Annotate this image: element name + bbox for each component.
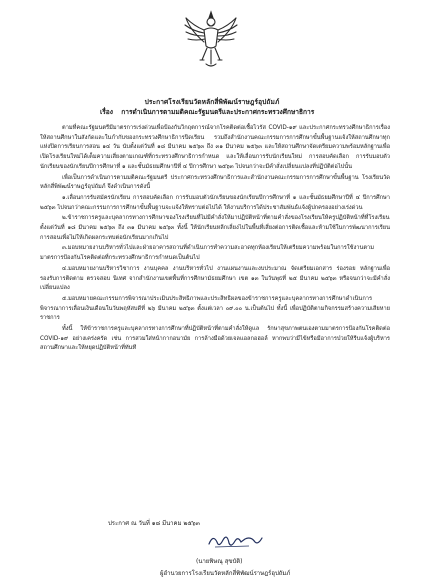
signature-image bbox=[205, 530, 265, 552]
signer-position: ผู้อำนวยการโรงเรียนวัดหลักสี่พิพัฒน์ราษฎร์อุปถัมภ์ bbox=[160, 570, 291, 577]
paragraph-item-2: ๒.ข้าราชการครูและบุคลากรทางการศึกษาของโรงเรียนที่ไม่มีคำสั่งให้มาปฏิบัติหน้าที่ตามคำสั่งของโรงเรียนให้ครูปฏิบัติหน้าที่ที่โรงเรียนตั้งแต่วันที่ ๑๘ มีนาคม ๒๕๖๓ ถึง ๓๑ มีนาคม ๒๕๖๓ ทั้งนี้ ให้นักเรียนหลีกเลี่ยงไปในพื้นที่เสี่ยงต่อการติดเชื้อและห้ามใช้ในการพัฒนาการเรียนการสอนเพื่อไม่ให้เกิดผลกระทบต่อนักเรียนมากเกินไป bbox=[40, 215, 390, 241]
subject-text: การดำเนินการตามมติคณะรัฐมนตรีและประกาศกระทรวงศึกษาธิการ bbox=[121, 108, 315, 116]
paragraph-item-1: ๑.เลื่อนการรับสมัครนักเรียน การสอบคัดเลือก การรับมอบตัวนักเรียนของนักเรียนปีการศึกษาที่ ๑ และชั้นมัธยมศึกษาปีที่ ๔ ปีการศึกษา ๒๕๖๓ ไปจนกว่าคณะกรรมการการศึกษาขั้นพื้นฐานจะแจ้งให้ทราบต่อไปได้ ให้งานบริการได้ประชาสัมพันธ์แจ้งผู้ปกครองอย่างเร่งด่วน bbox=[40, 194, 390, 211]
announcement-date: ประกาศ ณ วันที่ ๑๘ มีนาคม ๒๕๖๓ bbox=[108, 520, 200, 527]
paragraph-purpose: เพื่อเป็นการดำเนินการตามมติคณะรัฐมนตรี ประกาศกระทรวงศึกษาธิการและสำนักงานคณะกรรมการการศึกษาขั้นพื้นฐาน โรงเรียนวัดหลักสี่พิพัฒน์ราษฎร์อุปถัมภ์ จึงดำเนินการดังนี้ bbox=[40, 174, 390, 191]
paragraph-closing: ทั้งนี้ ให้ข้าราชการครูและบุคลากรทางการศึกษาที่ปฏิบัติหน้าที่ตามคำสั่งให้ดูแล รักษาสุขภาพตนเองตามมาตรการป้องกันโรคติดต่อ COVID-๑๙ อย่างเคร่งครัด เช่น การสวมใส่หน้ากากอนามัย การล้างมือด้วยเจลแอลกอฮอล์ หากพบว่ามีไข้หรือมีอาการป่วยให้รีบแจ้งผู้บริหารสถานศึกษาและให้หยุดปฏิบัติหน้าที่ทันที bbox=[40, 326, 390, 352]
signer-name: (นายพิษณุ สุขบัติ) bbox=[196, 558, 243, 565]
document-subject bbox=[100, 106, 384, 117]
document-title: ประกาศโรงเรียนวัดหลักสี่พิพัฒน์ราษฎร์อุปถัมภ์ bbox=[144, 98, 280, 106]
paragraph-item-5: ๕.มอบหมายคณะกรรมการพิจารณาประเมินประสิทธิภาพและประสิทธิผลของข้าราชการครูและบุคลากรทางการศึกษาดำเนินการพิจารณาการเลื่อนเงินเดือนในวันพฤหัสบดีที่ ๒๖ มีนาคม ๒๕๖๓ ตั้งแต่เวลา ๐๙.๐๐ น.เป็นต้นไป ทั้งนี้ เพื่อปฏิบัติตามกิจกรรมสร้างความเสียหายราชการ bbox=[40, 295, 390, 322]
subject-label: เรื่อง bbox=[100, 108, 113, 116]
garuda-emblem-icon bbox=[182, 8, 240, 70]
paragraph-item-4: ๔.มอบหมายงานบริหารวิชาการ งานบุคคล งานบริหารทั่วไป งานแผนงานและงบประมาณ จัดเตรียมเอกสาร ร่องรอย หลักฐานเพื่อรองรับการติดตาม ตรวจสอบ นิเทศ จากสำนักงานเขตพื้นที่การศึกษามัธยมศึกษา เขต ๑๓ ในวันพุธที่ ๒๕ มีนาคม ๒๕๖๓ หรือจนกว่าจะมีคำสั่งเปลี่ยนแปลง bbox=[40, 265, 390, 292]
paragraph-intro: ตามที่คณะรัฐมนตรีมีมาตรการเร่งด่วนเพื่อป้องกันวิกฤตการณ์จากโรคติดต่อเชื้อไวรัส COVID-๑๙ และประกาศกระทรวงศึกษาธิการเรื่อง ให้สถานศึกษาในสังกัดและในกำกับของกระทรวงศึกษาธิการปิดเรียน รวมถึงสำนักงานคณะกรรมการการศึกษาขั้นพื้นฐานแจ้งให้สถานศึกษาทุกแห่งปิดการเรียนการสอน ๑๔ วัน นับตั้งแต่วันที่ ๑๘ มีนาคม ๒๕๖๓ ถึง ๓๑ มีนาคม ๒๕๖๓ และให้สถานศึกษาจัดเตรียมความพร้อมหลักฐานเพื่อเปิดโรงเรียนใหม่ได้เต็มความเสี่ยงตามเกณฑ์ที่กระทรวงศึกษาธิการกำหนด และให้เลื่อนการรับนักเรียนใหม่ การสอบคัดเลือก การรับมอบตัวนักเรียนของนักเรียนปีการศึกษาที่ ๑ และชั้นมัธยมศึกษาปีที่ ๔ ปีการศึกษา ๒๕๖๓ ไปจนกว่าจะมีคำสั่งเปลี่ยนแปลงที่ปฏิบัติต่อไปนั้น bbox=[40, 125, 390, 170]
paragraph-item-3: ๓.มอบหมายงานบริหารทั่วไปและฝ่ายอาคารสถานที่ดำเนินการทำความสะอาดทุกห้องเรียนให้เตรียมความพร้อมในการใช้งานตามมาตรการป้องกันโรคติดต่อที่กระทรวงศึกษาธิการกำหนดเป็นต้นไป bbox=[40, 245, 374, 262]
document-body bbox=[40, 124, 390, 355]
